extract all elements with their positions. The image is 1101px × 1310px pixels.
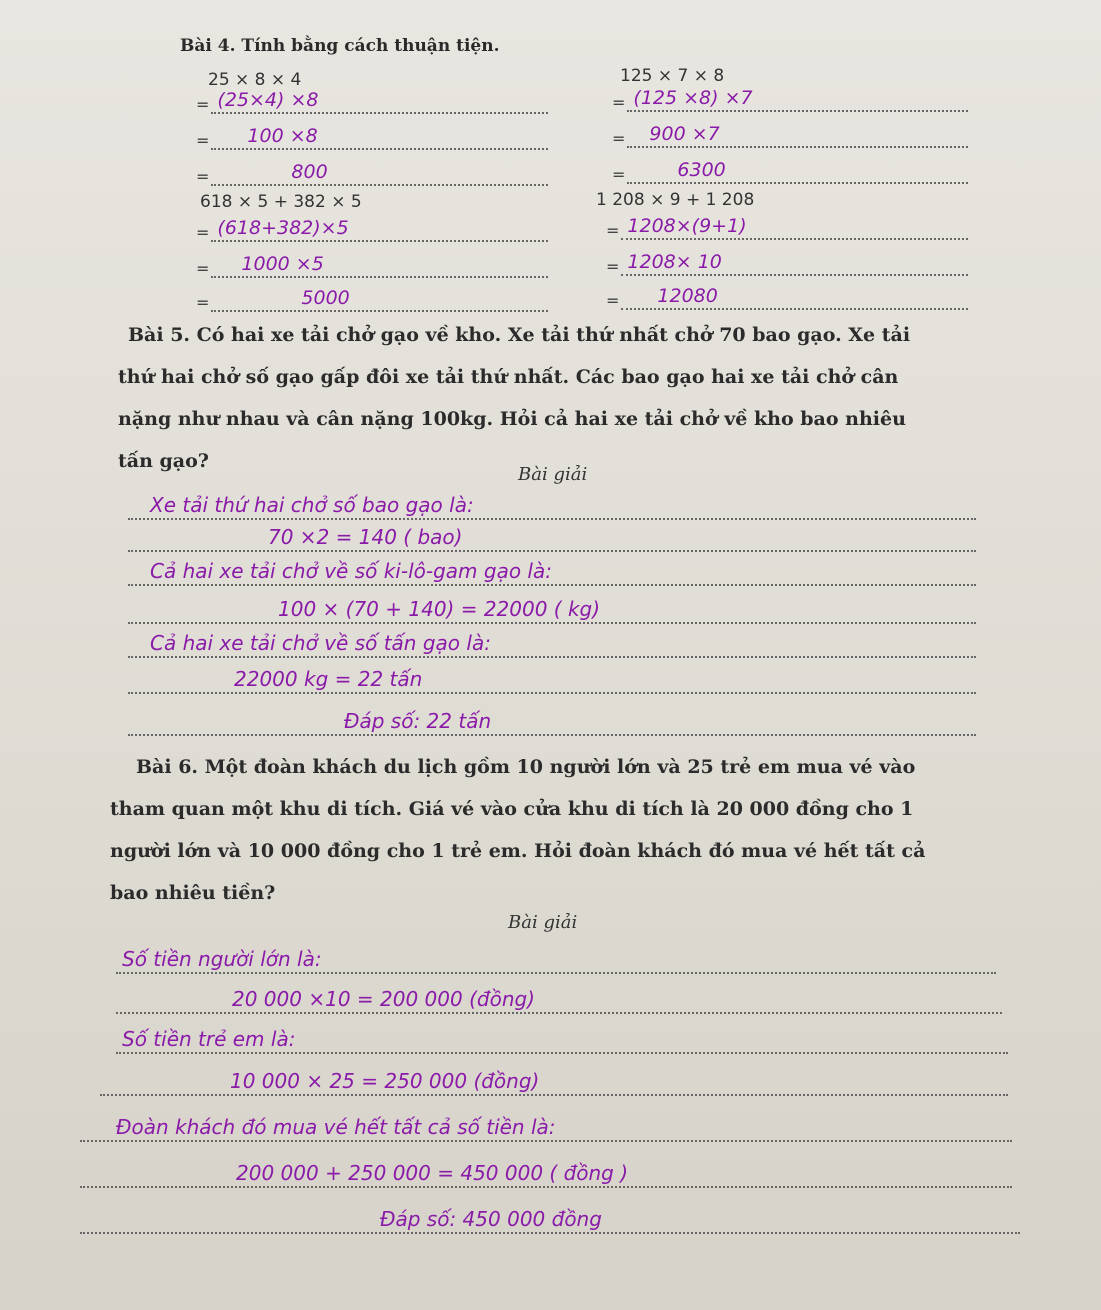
answer-line bbox=[211, 286, 548, 312]
answer-line bbox=[211, 160, 548, 186]
handwritten-step: 6300 bbox=[677, 159, 726, 181]
bai5-line: nặng như nhau và cân nặng 100kg. Hỏi cả hai xe tải chở về kho bao nhiêu bbox=[118, 408, 906, 430]
handwritten-solution: Cả hai xe tải chở về số ki-lô-gam gạo là: bbox=[150, 559, 552, 583]
bai6-solution-heading: Bài giải bbox=[508, 912, 578, 933]
handwritten-step: 1000 ×5 bbox=[241, 253, 324, 275]
bai6-line: tham quan một khu di tích. Giá vé vào cửa khu di tích là 20 000 đồng cho 1 bbox=[110, 798, 914, 820]
equals-sign: = bbox=[612, 129, 626, 148]
bai4-title: Bài 4. Tính bằng cách thuận tiện. bbox=[180, 36, 500, 56]
bai6-solution-line bbox=[116, 982, 1002, 1014]
bai4-left-step-row bbox=[196, 248, 548, 278]
equals-sign: = bbox=[196, 223, 210, 242]
bai4-right-step-row bbox=[606, 280, 968, 310]
handwritten-step: 1208×(9+1) bbox=[627, 215, 747, 237]
answer-line bbox=[211, 88, 548, 114]
bai5-solution-heading: Bài giải bbox=[518, 464, 588, 485]
handwritten-step: (125 ×8) ×7 bbox=[633, 87, 753, 109]
equals-sign: = bbox=[196, 167, 210, 186]
handwritten-solution: Đáp số: 450 000 đồng bbox=[380, 1207, 602, 1231]
answer-line bbox=[211, 216, 548, 242]
answer-line bbox=[621, 284, 968, 310]
equals-sign: = bbox=[606, 291, 620, 310]
bai5-line: Bài 5. Có hai xe tải chở gạo về kho. Xe tải thứ nhất chở 70 bao gạo. Xe tải bbox=[128, 324, 911, 346]
bai4-left-step-row bbox=[196, 120, 548, 150]
handwritten-step: 12080 bbox=[657, 285, 718, 307]
equals-sign: = bbox=[606, 257, 620, 276]
equals-sign: = bbox=[612, 165, 626, 184]
answer-line bbox=[627, 158, 968, 184]
bai5-solution-line bbox=[128, 592, 976, 624]
bai4-left-expr-2: 618 × 5 + 382 × 5 bbox=[200, 192, 362, 212]
handwritten-step: 800 bbox=[291, 161, 328, 183]
handwritten-solution: 70 ×2 = 140 ( bao) bbox=[268, 525, 463, 549]
handwritten-solution: Đáp số: 22 tấn bbox=[344, 709, 492, 733]
bai5-solution-line bbox=[128, 626, 976, 658]
handwritten-step: 900 ×7 bbox=[649, 123, 720, 145]
bai5-solution-line bbox=[128, 704, 976, 736]
bai6-solution-line bbox=[100, 1064, 1008, 1096]
handwritten-step: 5000 bbox=[301, 287, 350, 309]
answer-line bbox=[211, 124, 548, 150]
bai4-right-step-row bbox=[612, 82, 968, 112]
bai6-solution-line bbox=[80, 1110, 1012, 1142]
bai4-right-step-row bbox=[612, 118, 968, 148]
equals-sign: = bbox=[612, 93, 626, 112]
bai6-problem bbox=[110, 746, 990, 914]
bai6-solution-line bbox=[80, 1156, 1012, 1188]
bai6-solution-line bbox=[80, 1202, 1020, 1234]
answer-line bbox=[627, 86, 968, 112]
answer-line bbox=[627, 122, 968, 148]
handwritten-solution: 22000 kg = 22 tấn bbox=[234, 667, 423, 691]
answer-line bbox=[621, 214, 968, 240]
bai6-line: bao nhiêu tiền? bbox=[110, 882, 276, 904]
bai5-solution-line bbox=[128, 554, 976, 586]
handwritten-step: 100 ×8 bbox=[247, 125, 318, 147]
handwritten-step: (25×4) ×8 bbox=[217, 89, 319, 111]
bai4-left-expr-1: 25 × 8 × 4 bbox=[208, 70, 302, 90]
handwritten-solution: 100 × (70 + 140) = 22000 ( kg) bbox=[278, 597, 601, 621]
bai4-left-step-row bbox=[196, 282, 548, 312]
bai6-line: Bài 6. Một đoàn khách du lịch gồm 10 người lớn và 25 trẻ em mua vé vào bbox=[136, 756, 916, 778]
bai4-right-step-row bbox=[606, 210, 968, 240]
bai6-line: người lớn và 10 000 đồng cho 1 trẻ em. Hỏi đoàn khách đó mua vé hết tất cả bbox=[110, 840, 926, 862]
handwritten-solution: 200 000 + 250 000 = 450 000 ( đồng ) bbox=[236, 1161, 629, 1185]
handwritten-solution: Số tiền trẻ em là: bbox=[122, 1027, 296, 1051]
handwritten-solution: Xe tải thứ hai chở số bao gạo là: bbox=[150, 493, 474, 517]
bai6-solution-line bbox=[116, 1022, 1008, 1054]
bai5-solution-line bbox=[128, 662, 976, 694]
equals-sign: = bbox=[196, 95, 210, 114]
handwritten-solution: Đoàn khách đó mua vé hết tất cả số tiền là: bbox=[116, 1115, 556, 1139]
bai4-right-step-row bbox=[612, 154, 968, 184]
bai5-solution-line bbox=[128, 520, 976, 552]
handwritten-step: (618+382)×5 bbox=[217, 217, 349, 239]
equals-sign: = bbox=[196, 293, 210, 312]
handwritten-solution: Số tiền người lớn là: bbox=[122, 947, 322, 971]
handwritten-solution: Cả hai xe tải chở về số tấn gạo là: bbox=[150, 631, 491, 655]
equals-sign: = bbox=[196, 131, 210, 150]
answer-line bbox=[211, 252, 548, 278]
bai5-solution-line bbox=[128, 488, 976, 520]
bai5-problem bbox=[118, 314, 1008, 482]
bai4-left-step-row bbox=[196, 84, 548, 114]
bai5-line: thứ hai chở số gạo gấp đôi xe tải thứ nhất. Các bao gạo hai xe tải chở cân bbox=[118, 366, 899, 388]
bai4-left-step-row bbox=[196, 212, 548, 242]
equals-sign: = bbox=[606, 221, 620, 240]
bai4-right-step-row bbox=[606, 246, 968, 276]
bai4-left-step-row bbox=[196, 156, 548, 186]
handwritten-solution: 20 000 ×10 = 200 000 (đồng) bbox=[232, 987, 535, 1011]
bai6-solution-line bbox=[116, 942, 996, 974]
bai4-right-expr-2: 1 208 × 9 + 1 208 bbox=[596, 190, 755, 210]
answer-line bbox=[621, 250, 968, 276]
bai4-right-expr-1: 125 × 7 × 8 bbox=[620, 66, 725, 86]
handwritten-solution: 10 000 × 25 = 250 000 (đồng) bbox=[230, 1069, 540, 1093]
bai5-line: tấn gạo? bbox=[118, 450, 209, 472]
equals-sign: = bbox=[196, 259, 210, 278]
handwritten-step: 1208× 10 bbox=[627, 251, 722, 273]
